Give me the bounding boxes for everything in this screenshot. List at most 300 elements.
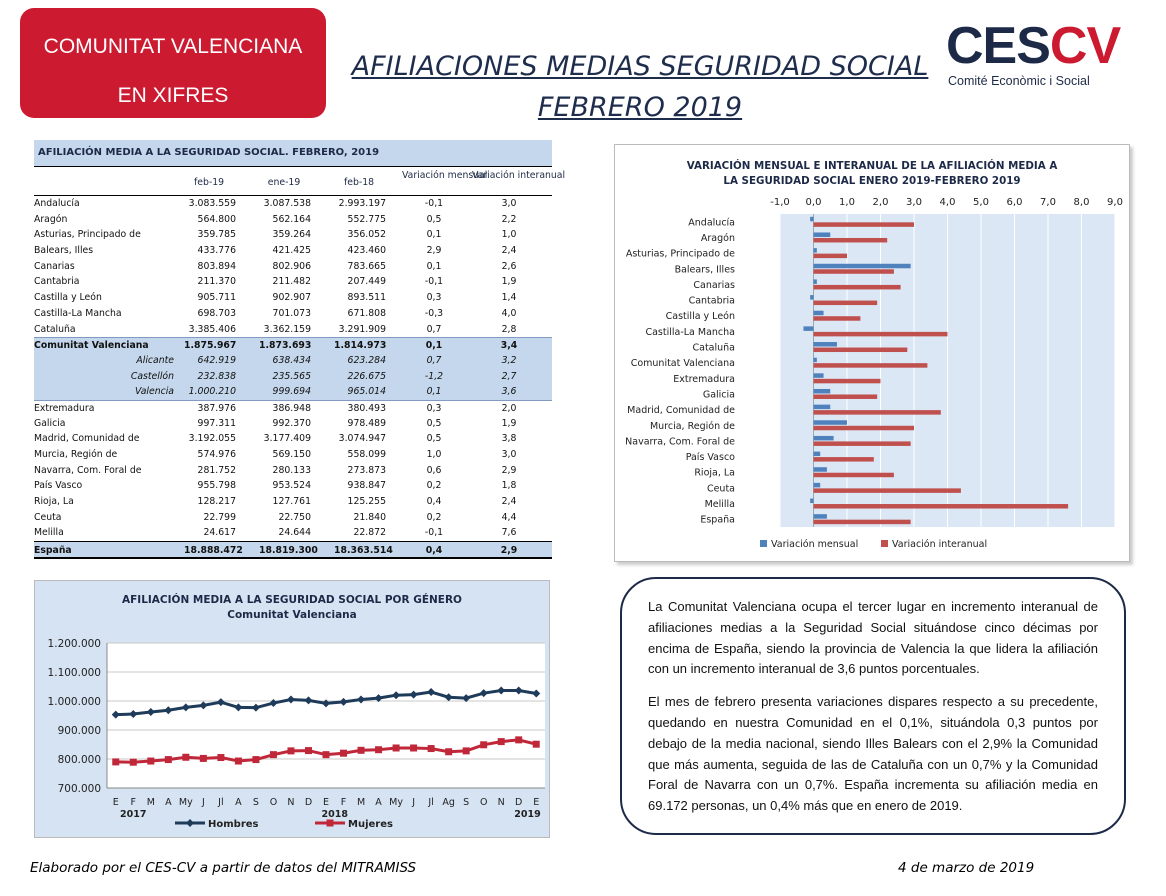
table-row (34, 243, 552, 259)
table-row-label: Andalucía (34, 198, 80, 209)
legend-label-mensual: Variación mensual (771, 539, 859, 550)
table-row-label: Extremadura (34, 402, 95, 414)
bar-interanual (814, 426, 915, 431)
legend-marker-hombres (186, 819, 194, 827)
table-cell: 22.750 (278, 511, 311, 523)
table-body (34, 196, 552, 559)
table-cell: 552.775 (347, 213, 386, 225)
table-cell: 3.385.406 (188, 323, 236, 335)
category-label: Asturias, Principado de (625, 248, 735, 260)
bar-interanual (814, 269, 894, 274)
table-cell: 21.840 (353, 511, 386, 523)
data-point-mujeres (112, 758, 119, 765)
bar-interanual (814, 285, 901, 290)
bar-interanual (814, 348, 908, 353)
table-header-cell: Variación interanual (472, 170, 566, 181)
table-cell: 965.014 (347, 386, 386, 398)
table-cell: 3,4 (500, 340, 518, 352)
table-cell: 955.798 (197, 480, 236, 492)
table-cell: 211.482 (272, 276, 311, 288)
table-row-label: Ceuta (34, 511, 62, 523)
data-point-mujeres (147, 758, 154, 765)
table-cell: -0,1 (424, 276, 444, 288)
commentary-paragraph-2: El mes de febrero presenta variaciones dispares respecto a su precedente, quedando en nuestra Comunidad en el 0,1%, situándola 0,3 puntos por debajo de la media nacional, siendo Illes Balears con el 2,9% la Comunidad que más aumenta, seguida de las de Cataluña con un 0,7% y la Comunidad Foral de Navarra con un 0,7%. España incrementa su afiliación media en 69.172 personas, un 0,4% más que en enero de 2019. (648, 694, 1098, 814)
table-cell: 0,4 (425, 545, 443, 557)
table-cell: 3.362.159 (263, 323, 311, 335)
bar-mensual (814, 514, 827, 519)
table-cell: 1.873.693 (259, 340, 312, 352)
category-label: Ceuta (706, 483, 735, 495)
x-tick-label: 4,0 (939, 197, 956, 208)
bar-interanual (814, 379, 881, 384)
data-point-mujeres (340, 750, 347, 757)
table-cell: 232.838 (197, 370, 236, 382)
table-cell: 359.264 (272, 229, 311, 241)
table-cell: 902.907 (272, 292, 311, 304)
bar-mensual (814, 232, 831, 237)
table-cell: 938.847 (347, 480, 386, 492)
table-cell: 1,9 (501, 276, 517, 288)
table-cell: 2.993.197 (338, 198, 386, 209)
y-tick-label: 1.100.000 (47, 667, 101, 679)
table-row (34, 212, 552, 228)
table-row (34, 400, 552, 416)
table-cell: 574.976 (197, 449, 236, 460)
table-cell: 2,6 (501, 260, 517, 272)
table-cell: 433.776 (197, 245, 236, 257)
table-cell: 207.449 (347, 276, 386, 288)
category-label: Murcia, Región de (649, 420, 735, 432)
table-cell: 893.511 (347, 292, 386, 304)
x-tick-label: E (533, 797, 540, 808)
table-cell: 4,4 (501, 511, 517, 523)
table-cell: 905.711 (197, 292, 236, 304)
table-cell: 1.814.973 (334, 340, 387, 352)
table-row-label: Comunitat Valenciana (34, 340, 149, 352)
data-point-mujeres (217, 754, 224, 761)
table-cell: -1,2 (424, 370, 444, 382)
table-row (34, 306, 552, 322)
y-tick-label: 1.200.000 (47, 638, 101, 650)
bar-mensual (814, 389, 831, 394)
table-cell: 1.000.210 (188, 386, 236, 398)
bar-interanual (814, 254, 848, 259)
table-row (34, 431, 552, 447)
cescv-logo (946, 17, 1121, 96)
table-cell: 623.284 (347, 354, 386, 366)
table-cell: 0,1 (426, 229, 442, 241)
table-cell: 4,0 (501, 307, 517, 319)
table-cell: -0,1 (424, 527, 444, 539)
table-cell: 0,6 (426, 464, 442, 476)
table-cell: 211.370 (197, 276, 236, 288)
table-row-label: Navarra, Com. Foral de (34, 464, 142, 476)
line-chart-subtitle: Comunitat Valenciana (227, 609, 357, 621)
badge-line-1: COMUNITAT VALENCIANA (43, 35, 303, 58)
table-row-label: Madrid, Comunidad de (34, 433, 140, 445)
category-label: Madrid, Comunidad de (627, 405, 735, 417)
table-cell: 0,5 (426, 433, 442, 445)
x-tick-label: M (146, 797, 155, 808)
table-cell: 0,5 (426, 417, 442, 429)
table-cell: 423.460 (347, 245, 386, 257)
x-tick-label: 7,0 (1040, 197, 1056, 208)
table-row-label: Castellón (130, 370, 174, 382)
table-cell: 356.052 (347, 229, 386, 241)
table-cell: 24.617 (203, 527, 236, 539)
category-label: País Vasco (685, 452, 735, 464)
bar-mensual (814, 342, 837, 347)
bar-interanual (814, 394, 878, 399)
table-row-label: Balears, Illes (34, 245, 94, 257)
table-cell: 24.644 (278, 527, 311, 539)
data-point-mujeres (235, 758, 242, 765)
table-cell: 0,5 (426, 213, 442, 225)
table-row (34, 259, 552, 275)
table-cell: 0,1 (426, 260, 442, 272)
table-cell: 1,0 (426, 449, 442, 460)
category-label: Comunitat Valenciana (630, 358, 735, 370)
category-label: Navarra, Com. Foral de (625, 436, 735, 448)
table-cell: 3,2 (501, 354, 517, 366)
x-tick-label: F (130, 797, 137, 808)
table-cell: 0,7 (426, 354, 442, 366)
bar-mensual (814, 452, 821, 457)
table-cell: 128.217 (197, 496, 236, 508)
table-header-cell: feb-18 (343, 177, 375, 188)
x-tick-label: F (340, 797, 347, 808)
table-cell: 127.761 (272, 496, 311, 508)
data-point-mujeres (182, 754, 189, 761)
table-cell: 0,2 (426, 511, 442, 523)
table-cell: 569.150 (272, 449, 311, 460)
y-tick-label: 700.000 (57, 783, 101, 795)
table-row-label: Cataluña (34, 323, 76, 335)
page-title-line-1: AFILIACIONES MEDIAS SEGURIDAD SOCIAL (351, 51, 929, 82)
table-cell: 1.875.967 (184, 340, 237, 352)
table-row-label: Canarias (34, 260, 75, 272)
table-cell: 0,1 (426, 386, 442, 398)
table-row (34, 227, 552, 243)
table-row (34, 353, 552, 369)
table-cell: 273.873 (347, 464, 386, 476)
category-label: España (700, 514, 735, 526)
x-tick-label: J (412, 797, 416, 808)
gender-line-chart (34, 580, 550, 838)
bar-interanual (814, 332, 948, 337)
category-label: Melilla (704, 499, 735, 511)
bar-interanual (814, 488, 961, 493)
table-cell: 386.948 (272, 402, 311, 414)
table-cell: 2,7 (501, 370, 517, 382)
table-cell: 698.703 (197, 307, 236, 319)
data-point-mujeres (165, 756, 172, 763)
table-cell: -0,3 (424, 307, 444, 319)
table-header-cell: ene-19 (267, 177, 301, 188)
x-tick-label: 2,0 (872, 197, 889, 208)
table-row-label: Galicia (34, 417, 66, 429)
legend-label-mujeres: Mujeres (348, 819, 393, 830)
table-cell: 281.752 (197, 464, 236, 476)
table-row-label: Murcia, Región de (34, 449, 118, 460)
table-row (34, 369, 552, 385)
category-label: Galicia (702, 389, 735, 401)
bar-mensual (803, 326, 813, 331)
data-point-mujeres (463, 747, 470, 754)
x-tick-label: Jl (218, 797, 224, 808)
category-label: Extremadura (673, 373, 735, 385)
x-tick-label: Jl (428, 797, 434, 808)
footer-date: 4 de marzo de 2019 (898, 860, 1035, 876)
table-row-label: Castilla-La Mancha (34, 307, 122, 319)
category-label: Aragón (700, 232, 735, 244)
table-cell: 803.894 (197, 260, 236, 272)
table-row-label: Castilla y León (34, 292, 102, 304)
data-point-mujeres (445, 748, 452, 755)
table-cell: 701.073 (272, 307, 311, 319)
x-tick-label: D (304, 797, 313, 808)
line-chart-svg (35, 581, 549, 837)
table-row (34, 525, 552, 541)
table-cell: 953.524 (272, 480, 311, 492)
affiliation-table (34, 140, 566, 559)
category-label: Rioja, La (694, 467, 735, 479)
legend-label-interanual: Variación interanual (892, 539, 988, 550)
x-tick-label: S (463, 797, 470, 808)
table-cell: 7,6 (501, 527, 517, 539)
table-row-label: Asturias, Principado de (34, 229, 141, 241)
data-point-mujeres (393, 744, 400, 751)
x-tick-label: A (165, 797, 172, 808)
data-point-mujeres (287, 747, 294, 754)
y-tick-label: 800.000 (57, 754, 101, 766)
legend-marker-mujeres (327, 820, 334, 827)
table-cell: 22.872 (353, 527, 386, 539)
bar-mensual (814, 358, 817, 363)
x-tick-label: My (389, 797, 403, 808)
data-point-mujeres (323, 751, 330, 758)
table-cell: 3.074.947 (338, 433, 386, 445)
table-row (34, 337, 552, 353)
bar-mensual (814, 467, 827, 472)
table-row-label: Rioja, La (34, 496, 74, 508)
x-tick-label: 3,0 (906, 197, 922, 208)
data-point-mujeres (252, 756, 259, 763)
table-cell: 978.489 (347, 417, 386, 429)
data-point-mujeres (428, 745, 435, 752)
x-tick-label: A (235, 797, 242, 808)
bar-interanual (814, 238, 888, 243)
legend-swatch-mensual (760, 540, 767, 547)
data-point-mujeres (358, 747, 365, 754)
data-point-mujeres (498, 738, 505, 745)
x-tick-label: N (497, 797, 505, 808)
table-row-label: España (34, 545, 72, 557)
table-cell: 671.808 (347, 307, 386, 319)
legend-swatch-interanual (881, 540, 888, 547)
data-point-mujeres (270, 751, 277, 758)
table-row-label: Alicante (136, 354, 174, 366)
table-header-cell: feb-19 (193, 177, 225, 188)
table-cell: 1,0 (501, 229, 517, 241)
table-row (34, 274, 552, 290)
data-point-mujeres (533, 741, 540, 748)
table-cell: 783.665 (347, 260, 386, 272)
x-tick-label: My (178, 797, 193, 808)
table-cell: 802.906 (272, 260, 311, 272)
table-cell: 226.675 (347, 370, 386, 382)
table-cell: 997.311 (197, 417, 236, 429)
bar-mensual (814, 405, 831, 410)
table-cell: 359.785 (197, 229, 236, 241)
table-cell: 1,4 (501, 292, 517, 304)
badge-line-2: EN XIFRES (117, 84, 229, 107)
table-cell: 2,4 (501, 496, 517, 508)
table-cell: 0,1 (425, 340, 443, 352)
bar-interanual (814, 504, 1069, 509)
table-row (34, 510, 552, 526)
bar-chart-title-line-2: LA SEGURIDAD SOCIAL ENERO 2019-FEBRERO 2019 (723, 175, 1021, 187)
table-cell: 387.976 (197, 402, 236, 414)
bar-mensual (814, 311, 824, 316)
bar-interanual (814, 316, 861, 321)
table-row (34, 478, 552, 494)
logo-mark-ces: CES (946, 17, 1050, 75)
table-total-row (34, 541, 552, 559)
table-cell: 562.164 (272, 213, 311, 225)
table-cell: -0,1 (424, 198, 444, 209)
bar-mensual (810, 217, 813, 222)
bar-interanual (814, 520, 911, 525)
y-tick-label: 1.000.000 (47, 696, 101, 708)
logo-mark-cv: CV (1049, 17, 1121, 75)
x-tick-label: E (322, 797, 330, 808)
category-label: Cataluña (692, 342, 735, 354)
table-cell: 558.099 (347, 449, 386, 460)
bar-mensual (810, 499, 813, 504)
x-tick-label: O (479, 797, 488, 808)
region-badge (20, 8, 326, 118)
data-point-mujeres (200, 755, 207, 762)
page-title-line-2: FEBRERO 2019 (537, 92, 743, 123)
table-row (34, 416, 552, 432)
table-cell: 280.133 (272, 464, 311, 476)
bar-mensual (810, 295, 813, 300)
table-cell: 2,4 (501, 245, 517, 257)
x-tick-label: A (375, 797, 382, 808)
table-cell: 0,3 (426, 292, 442, 304)
table-cell: 0,4 (426, 496, 442, 508)
bar-mensual (814, 248, 817, 253)
table-cell: 0,7 (426, 323, 442, 335)
bar-interanual (814, 473, 894, 478)
category-label: Canarias (693, 279, 735, 291)
bar-interanual (814, 441, 911, 446)
bar-mensual (814, 279, 817, 284)
bar-interanual (814, 410, 941, 415)
table-cell: 22.799 (203, 511, 236, 523)
x-tick-label: M (356, 797, 366, 808)
x-tick-label: 8,0 (1073, 197, 1090, 208)
table-cell: 235.565 (272, 370, 311, 382)
table-cell: 3,0 (501, 449, 517, 460)
table-row (34, 384, 552, 400)
table-cell: 125.255 (347, 496, 386, 508)
table-cell: 1,8 (501, 480, 517, 492)
table-cell: 2,9 (500, 545, 518, 557)
table-cell: 18.888.472 (184, 545, 243, 557)
table-title: AFILIACIÓN MEDIA A LA SEGURIDAD SOCIAL. FEBRERO, 2019 (34, 140, 552, 166)
table-row (34, 447, 552, 463)
x-tick-label: E (112, 797, 119, 808)
table-row (34, 322, 552, 338)
table-cell: 3,0 (501, 198, 517, 209)
table-row (34, 290, 552, 306)
table-cell: 3.291.909 (338, 323, 386, 335)
table-cell: 999.694 (272, 386, 311, 398)
table-cell: 380.493 (347, 402, 386, 414)
line-chart-title-main: AFILIACIÓN MEDIA A LA SEGURIDAD SOCIAL POR GÉNERO (122, 594, 462, 606)
table-cell: 564.800 (197, 213, 236, 225)
x-tick-label: S (252, 797, 259, 808)
table-cell: 0,2 (426, 480, 442, 492)
x-tick-label: 1,0 (839, 197, 855, 208)
bar-mensual (814, 483, 821, 488)
bar-mensual (814, 436, 834, 441)
table-cell: 3.192.055 (188, 433, 236, 445)
data-point-mujeres (305, 747, 312, 754)
category-label: Cantabria (688, 295, 735, 307)
category-label: Castilla y León (665, 311, 735, 323)
data-point-mujeres (130, 759, 137, 766)
y-tick-label: 900.000 (57, 725, 101, 737)
year-label: 2019 (514, 809, 541, 820)
category-label: Andalucía (688, 217, 735, 229)
table-row-label: País Vasco (34, 480, 83, 492)
x-tick-label: 9,0 (1107, 197, 1123, 208)
table-cell: 638.434 (272, 354, 311, 366)
x-tick-label: J (201, 797, 205, 808)
plot-area (107, 643, 545, 788)
category-label: Castilla-La Mancha (645, 326, 735, 338)
table-cell: 992.370 (272, 417, 311, 429)
table-cell: 421.425 (272, 245, 311, 257)
table-cell: 18.819.300 (259, 545, 318, 557)
table-cell: 642.919 (197, 354, 236, 366)
table-cell: 3,6 (501, 386, 517, 398)
table-cell: 2,9 (501, 464, 517, 476)
year-label: 2017 (120, 809, 147, 820)
table-cell: 3.087.538 (263, 198, 311, 209)
data-point-mujeres (410, 744, 417, 751)
legend-label-hombres: Hombres (208, 819, 259, 830)
table-cell: 2,2 (501, 213, 517, 225)
bar-interanual (814, 457, 874, 462)
bar-chart-svg (615, 145, 1129, 561)
table-row (34, 463, 552, 479)
bar-interanual (814, 301, 878, 306)
table-row (34, 196, 552, 212)
page-title (330, 46, 950, 128)
table-header (34, 166, 566, 196)
table-row-label: Melilla (34, 527, 64, 539)
footer-source: Elaborado por el CES-CV a partir de datos del MITRAMISS (30, 860, 417, 876)
table-cell: 2,0 (501, 402, 517, 414)
table-cell: 3,8 (501, 433, 517, 445)
x-tick-label: 0,0 (805, 197, 822, 208)
table-header-cell: Variación mensual (402, 170, 488, 181)
bar-mensual (814, 373, 824, 378)
